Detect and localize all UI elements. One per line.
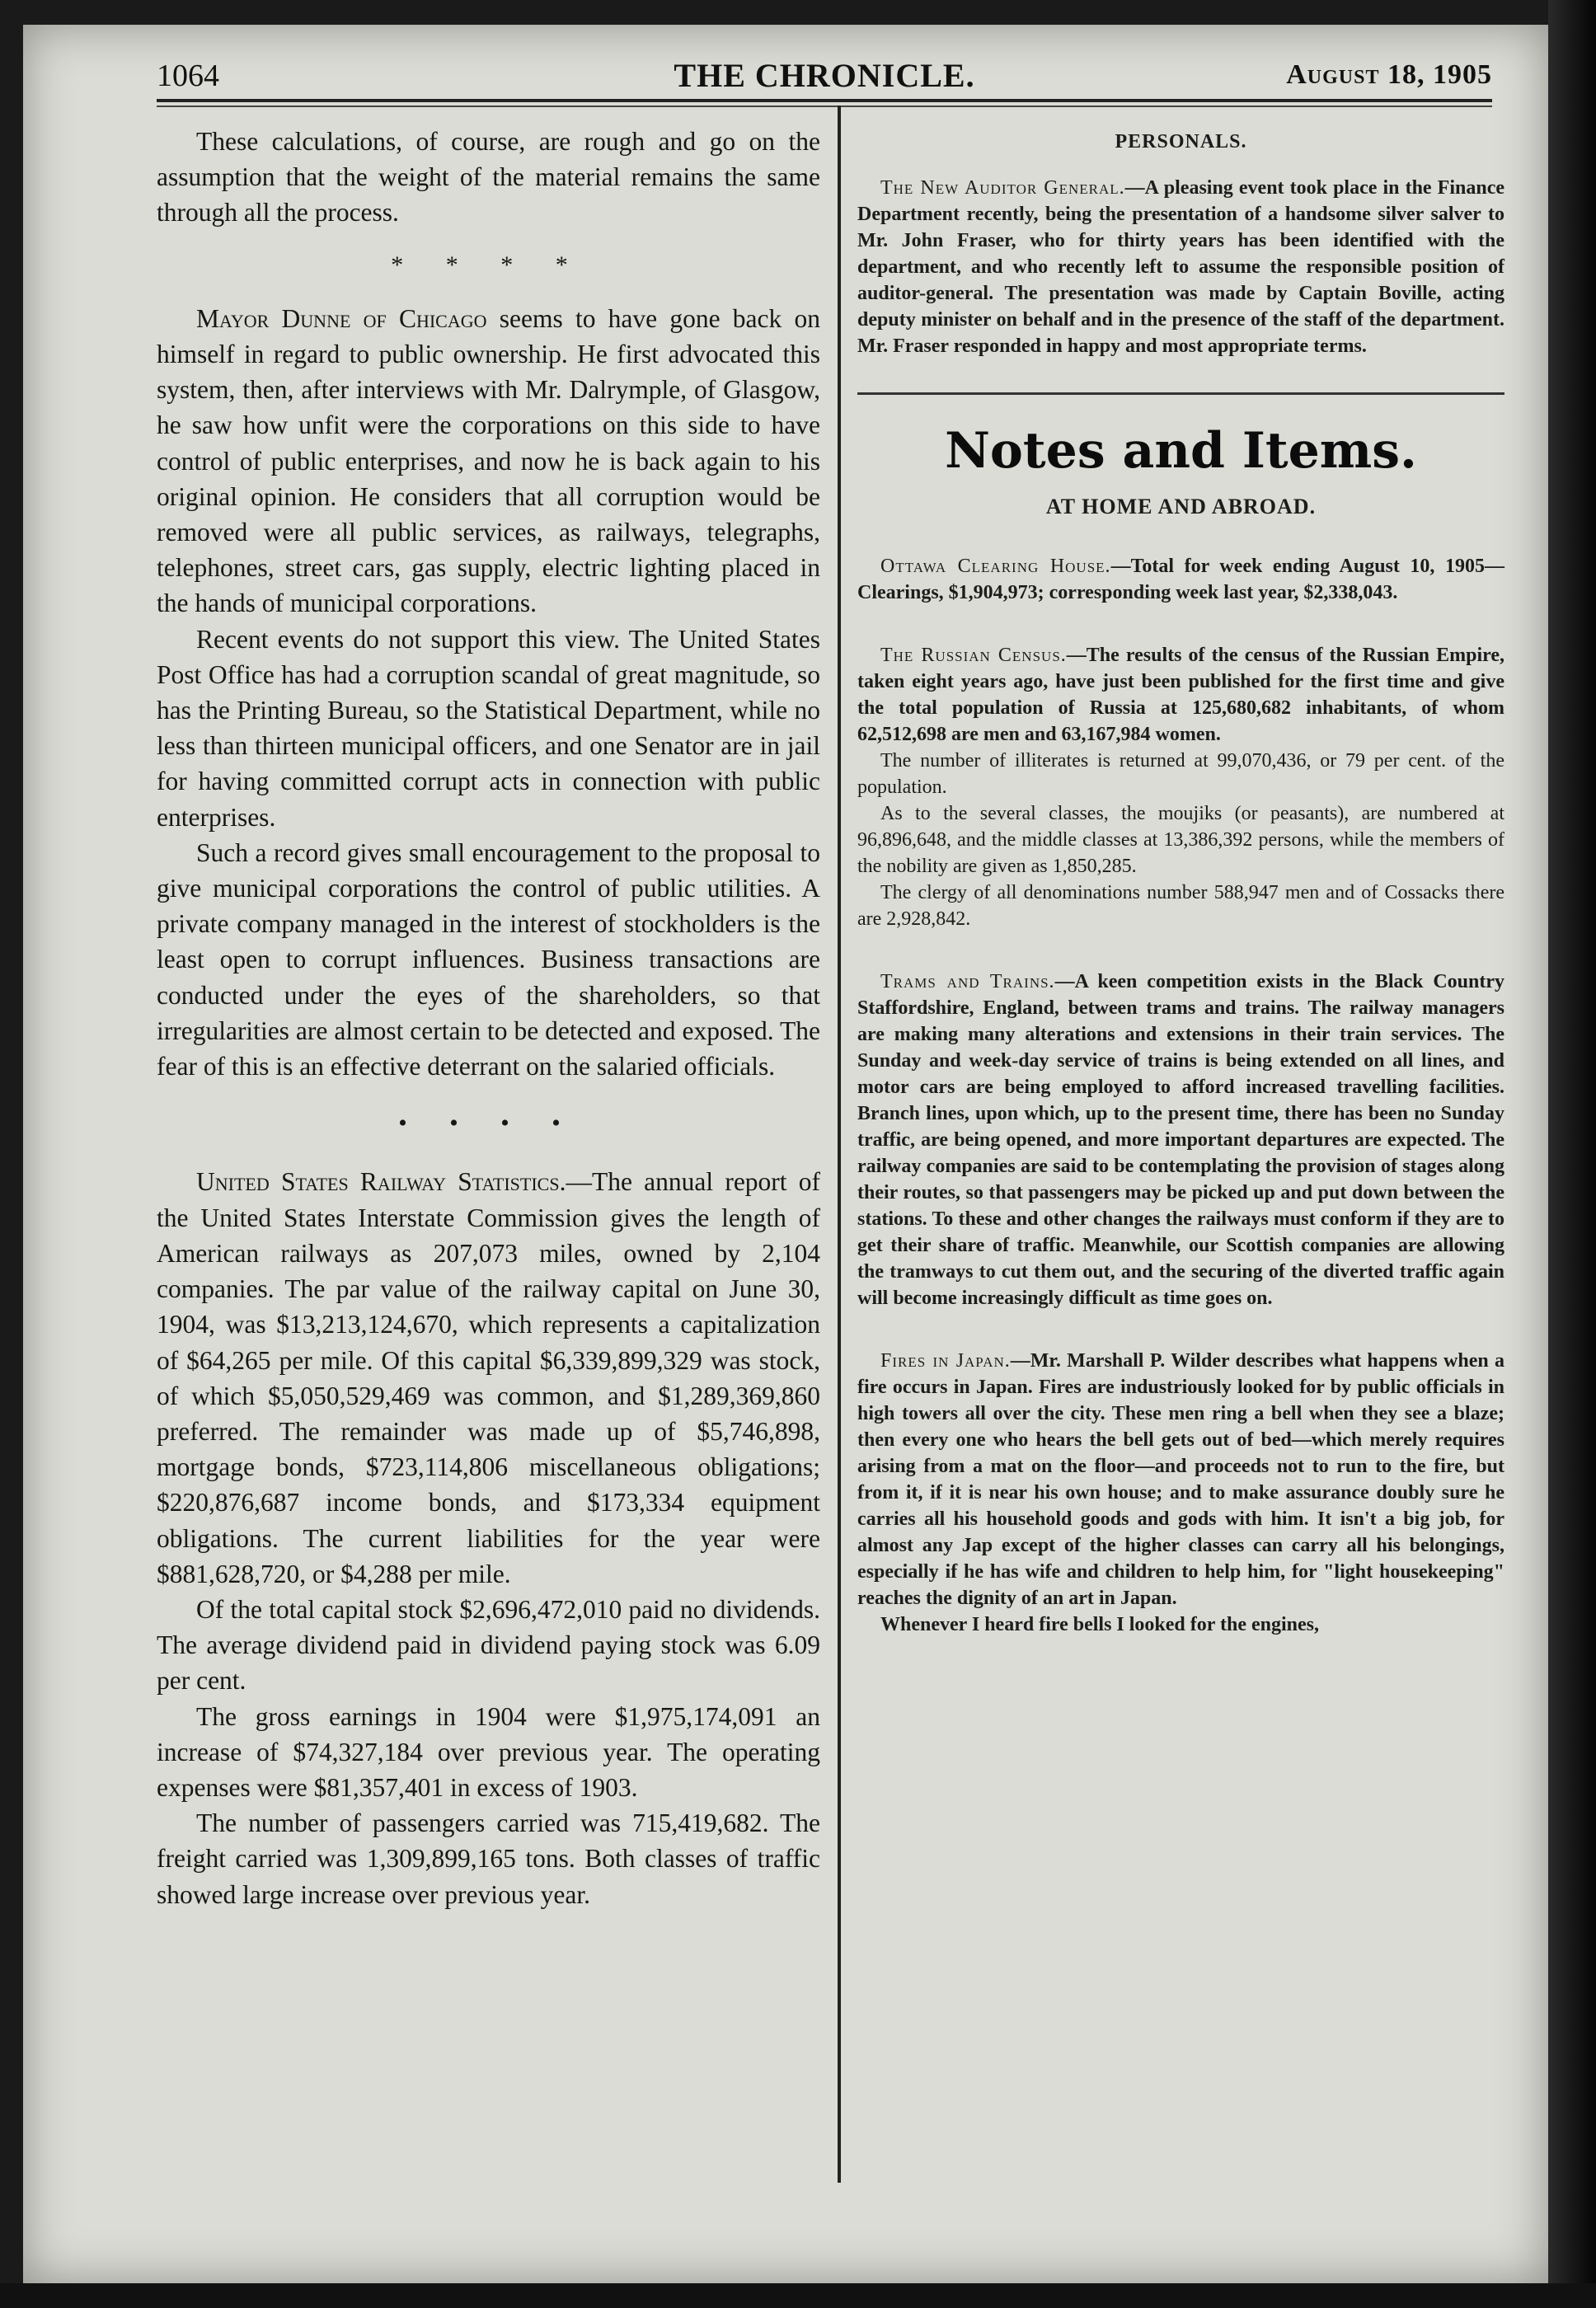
page-header [157, 51, 1492, 97]
lead-in: Fires in Japan. [880, 1350, 1011, 1372]
paragraph: As to the several classes, the moujiks (or peasants), are numbered at 96,896,648, and the middle classes at 13,386,392 persons, while the members of the nobility are given as 1,850,285. [857, 803, 1504, 877]
paragraph: The clergy of all denominations number 588,947 men and of Cossacks there are 2,928,842. [857, 882, 1504, 930]
paragraph: These calculations, of course, are rough and go on the assumption that the weight of the material remains the same through all the process. [157, 127, 820, 228]
paragraph: The gross earnings in 1904 were $1,975,174,091 an increase of $74,327,184 over previous year. The operating expenses were $81,357,401 in excess of 1903. [157, 1701, 820, 1802]
paragraph: Recent events do not support this view. The United States Post Office has had a corruption scandal of great magnitude, so has the Printing Bureau, so the Statistical Department, while no less than thirteen municipal officers, and one Senator are in jail for having committed corrupt acts in connection with public enterprises. [157, 624, 820, 832]
lead-in: Mayor Dunne of Chicago [196, 303, 487, 333]
paragraph: The New Auditor General.—A pleasing event took place in the Finance Department recently, being the presentation of a handsome silver salver to Mr. John Fraser, who for thirty years has been identified with the department, and who recently left to assume the responsible position of auditor-general. The presentation was made by Captain Boville, acting deputy minister on behalf and in the presence of the staff of the department. Mr. Fraser responded in happy and most appropriate terms. [857, 177, 1504, 357]
page-number: 1064 [157, 59, 219, 93]
masthead: THE CHRONICLE. [674, 57, 975, 94]
issue-date: August 18, 1905 [1286, 59, 1492, 90]
lead-in: Ottawa Clearing House. [880, 556, 1111, 577]
left-column [157, 124, 820, 1912]
paragraph: United States Railway Statistics.—The annual report of the United States Interstate Commission gives the length of American railways as 207,073 miles, owned by 2,104 companies. The par value of the railway capital on June 30, 1904, was $13,213,124,670, which represents a capitalization of $64,265 per mile. Of this capital $6,339,899,329 was stock, of which $5,050,529,469 was common, and $1,289,369,860 preferred. The remainder was made up of $5,746,898, mortgage bonds, $723,114,806 miscellaneous obligations; $220,876,687 income bonds, and $173,334 equipment obligations. The current liabilities for the year were $881,628,720, or $4,288 per mile. [157, 1167, 820, 1588]
lead-in: United States Railway Statistics. [196, 1167, 566, 1197]
header-rule [157, 99, 1492, 102]
paragraph: Whenever I heard fire bells I looked for the engines, [880, 1614, 1319, 1635]
lead-in: Trams and Trains. [880, 971, 1055, 992]
paragraph: Ottawa Clearing House.—Total for week ending August 10, 1905—Clearings, $1,904,973; corresponding week last year, $2,338,043. [857, 556, 1504, 603]
right-column [857, 124, 1504, 1638]
notes-heading: Notes and Items. [945, 422, 1417, 480]
lead-in: The New Auditor General. [880, 177, 1125, 199]
paragraph: Such a record gives small encouragement to the proposal to give municipal corporations the control of public utilities. A private company managed in the interest of stockholders is the least open to corrupt influences. Business transactions are conducted under the eyes of the shareholders, so that irregularities are almost certain to be detected and exposed. The fear of this is an effective deterrant on the salaried officials. [157, 837, 820, 1081]
header-rule-thin [157, 106, 1492, 107]
paragraph: The number of passengers carried was 715,419,682. The freight carried was 1,309,899,165 tons. Both classes of traffic showed large increase over previous year. [157, 1808, 820, 1909]
personals-heading: PERSONALS. [1115, 131, 1247, 152]
paragraph: Trams and Trains.—A keen competition exists in the Black Country Staffordshire, England, between trams and trains. The railway managers are making many alterations and extensions in their train services. The Sunday and week-day service of trains is being extended on all lines, and motor cars are being employed to afford increased travelling facilities. Branch lines, upon which, up to the present time, there has been no Sunday traffic, are being opened, and more important departures are expected. The railway companies are said to be contemplating the provision of stages along their routes, so that passengers may be picked up and put down between the stations. To these and other changes the railways must conform if they are to get their share of traffic. Meanwhile, our Scottish companies are allowing the tramways to cut them out, and the securing of the diverted traffic again will become increasingly difficult as time goes on. [857, 971, 1504, 1309]
section-separator: * * * * [391, 251, 586, 279]
paragraph: The Russian Census.—The results of the census of the Russian Empire, taken eight years ago, have just been published for the first time and give the total population of Russia at 125,680,682 inhabitants, of whom 62,512,698 are men and 63,167,984 women. [857, 645, 1504, 745]
column-divider [838, 106, 841, 2183]
paragraph: Fires in Japan.—Mr. Marshall P. Wilder describes what happens when a fire occurs in Japan. Fires are industriously looked for by public officials in high towers all over the city. These men ring a bell when they see a blaze; then every one who hears the bell gets out of bed—which merely requires arising from a mat on the floor—and proceeds not to run to the fire, but from it, if it is near his own house; and to make assurance doubly sure he carries all his household goods and gods with him. It isn't a big job, for almost any Jap except of the higher classes can carry all his belongings, especially if he has wife and children to help him, for "light housekeeping" reaches the dignity of an art in Japan. [857, 1350, 1504, 1609]
section-rule [857, 392, 1504, 395]
paragraph: Mayor Dunne of Chicago seems to have gone back on himself in regard to public ownership. He first advocated this system, then, after interviews with Mr. Dalrymple, of Glasgow, he saw how unfit were the corporations on this side to have control of public enterprises, and now he is back again to his original opinion. He considers that all corruption would be removed were all public services, as railways, telegraphs, telephones, street cars, gas supply, electric lighting placed in the hands of municipal corporations. [157, 303, 820, 618]
paragraph: The number of illiterates is returned at 99,070,436, or 79 per cent. of the population. [857, 750, 1504, 798]
notes-subheading: AT HOME AND ABROAD. [1045, 495, 1317, 518]
lead-in: The Russian Census. [880, 645, 1067, 666]
section-separator: • • • • [398, 1109, 579, 1138]
scan-edge [1548, 0, 1596, 2308]
scan-edge-bottom [0, 2283, 1596, 2308]
paragraph: Of the total capital stock $2,696,472,010 paid no dividends. The average dividend paid in dividend paying stock was 6.09 per cent. [157, 1594, 820, 1696]
